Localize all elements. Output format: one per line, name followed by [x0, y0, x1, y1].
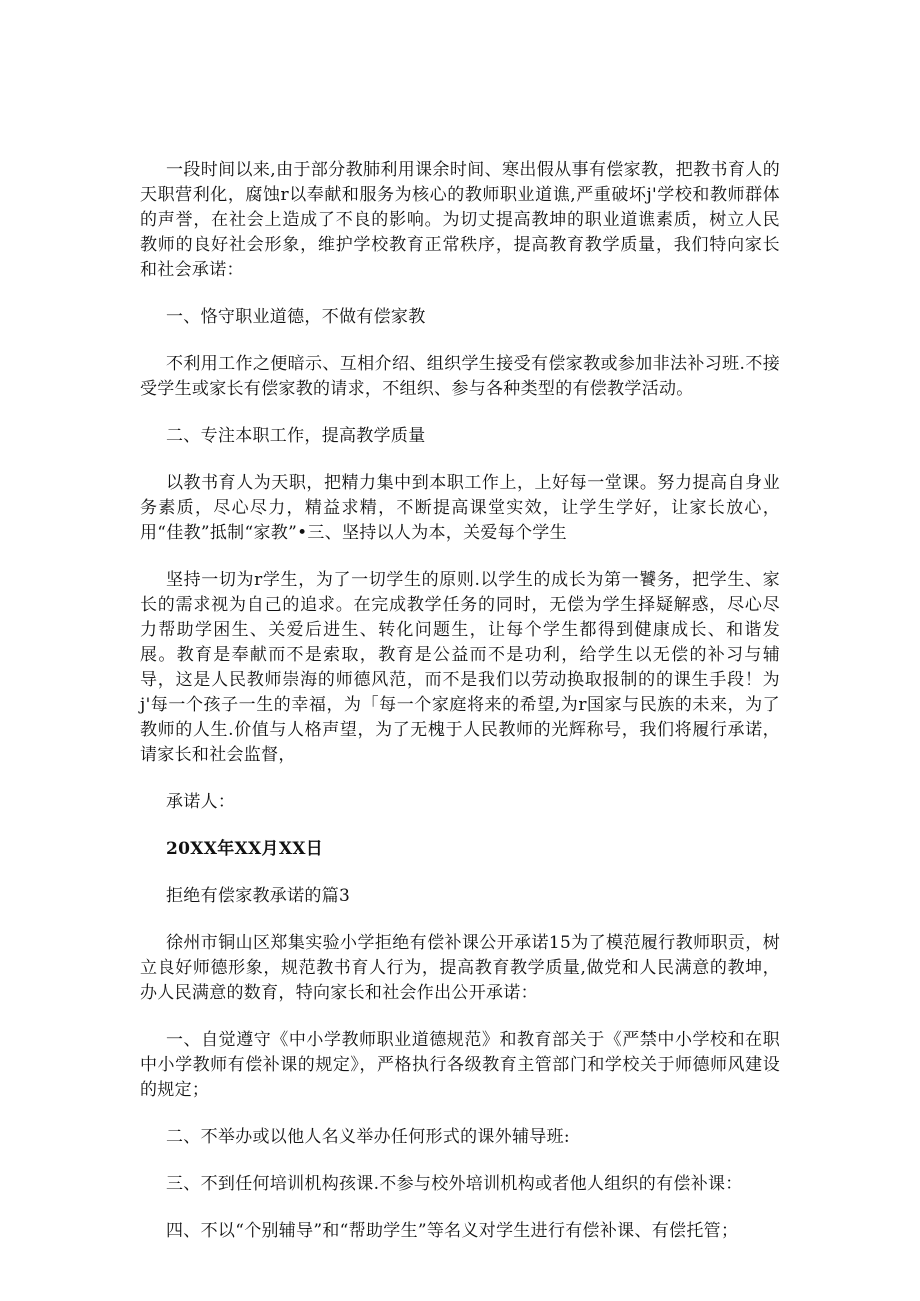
signer-label: 承诺人： — [166, 792, 236, 812]
section-body-2: 以教书育人为天职，把精力集中到本职工作上，上好每一堂课。努力提高自身业务素质，尽心尽力，精益求精，不断提高课堂实效，让学生学好，让家长放心，用“佳教”抵制“家教”•三、坚持以人为本，关爱每个学生 — [140, 473, 780, 543]
section-heading-1: 一、恪守职业道德，不做有偿家教 — [166, 307, 426, 327]
signature-date: 20XX年XX月XX日 — [166, 839, 324, 859]
commitment-item-2: 二、不举办或以他人名义举办任何形式的课外辅导班: — [166, 1127, 570, 1147]
intro-paragraph: 一段时间以来,由于部分教肺利用课余时间、寒出假从事有偿家教，把教书育人的天职营利化，腐蚀r以奉献和服务为核心的教师职业道谯,严重破坏j'学校和教师群体的声誉，在社会上造成了不良的影响。为切丈提高教坤的职业道谯素质，树立人民教师的良好社会形象，维护学校教育正常秩序，提高教育教学质量，我们特向家长和社会承诺： — [140, 160, 780, 280]
document-body — [140, 158, 780, 1266]
section-body-1: 不利用工作之便暗示、互相介绍、组织学生接受有偿家教或参加非法补习班.不接受学生或家长有偿家教的请求，不组织、参与各种类型的有偿教学活动。 — [140, 354, 780, 399]
commitment-item-1: 一、自觉遵守《中小学教师职业道德规范》和教育部关于《严禁中小学校和在职中小学教师有偿补课的规定》，严格执行各级教育主管部门和学校关于师德师风建设的规定； — [140, 1030, 780, 1100]
section-body-3: 坚持一切为r学生，为了一切学生的原则.以学生的成长为第一饕务，把学生、家长的需求视为自己的追求。在完成教学任务的同时，无偿为学生择疑解惑，尽心尽力帮助学困生、关爱后进生、转化问题生，让每个学生都得到健康成长、和谐发展。教育是奉献而不是索取，教育是公益而不是功利，给学生以无偿的补习与辅导，这是人民教师崇海的师德风范，而不是我们以劳动换取报制的的课生手段！为j'每一个孩子一生的幸福，为「每一个家庭将来的希望,为r国家与民族的未来，为了教师的人生.价值与人格声望，为了无槐于人民教师的光辉称号，我们将履行承诺，请家长和社会监督， — [140, 570, 780, 765]
article-intro: 徐州市铜山区郑集实验小学拒绝有偿补课公开承诺15为了模范履行教师职贡，树立良好师德形象，规范教书育人行为，提高教育教学质量,做党和人民满意的教坤，办人民满意的数育，特向家长和社会作出公开承诺： — [140, 933, 780, 1003]
section-heading-2: 二、专注本职工作，提高教学质量 — [166, 426, 426, 446]
commitment-item-3: 三、不到任何培训机构孩课.不参与校外培训机构或者他人组织的有偿补课： — [166, 1174, 743, 1194]
commitment-item-4: 四、不以“个别辅导”和“帮助学生”等名义对学生进行有偿补课、有偿托管； — [166, 1221, 739, 1241]
article-title: 拒绝有偿家教承诺的篇3 — [166, 886, 351, 906]
